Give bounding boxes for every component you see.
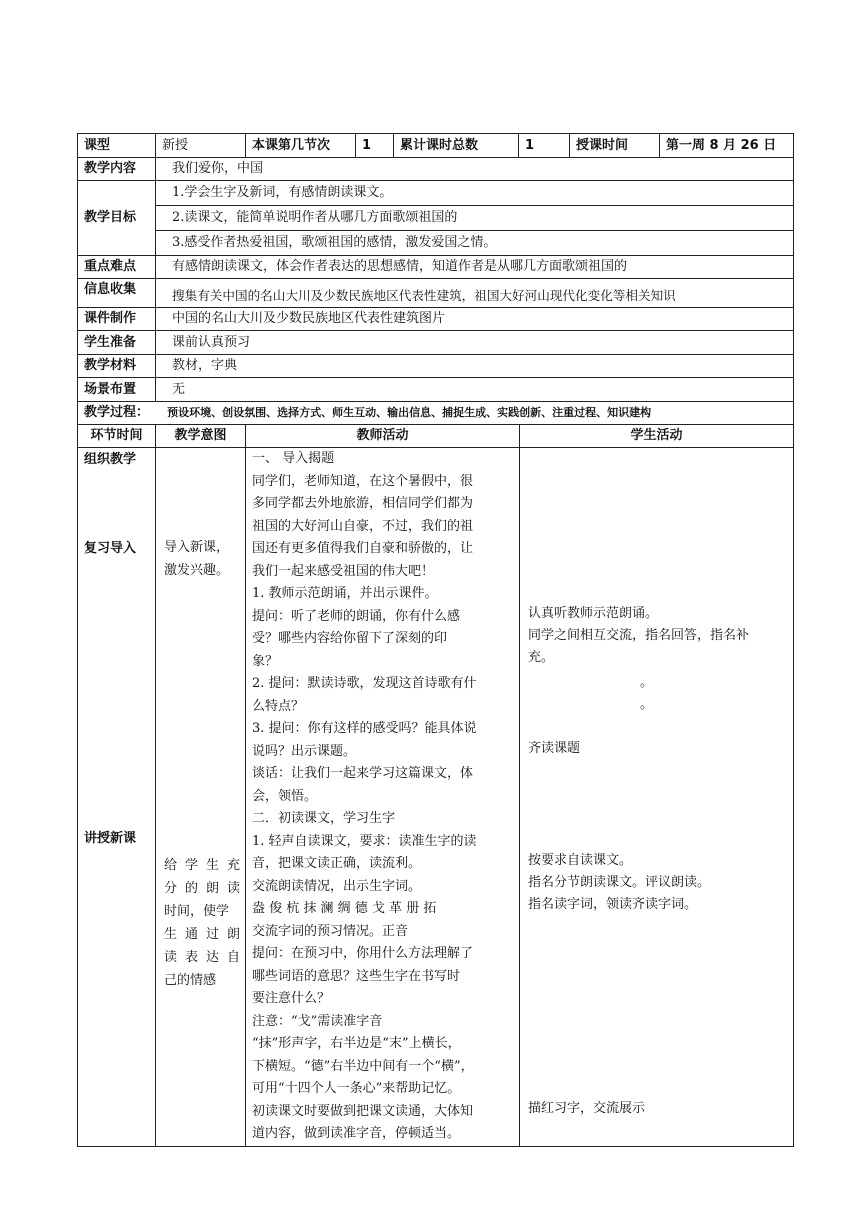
materials-value: 教材，字典 <box>156 355 794 378</box>
teacher-line: 二．初读课文，学习生字 <box>252 811 396 826</box>
type-label: 课型 <box>78 134 156 158</box>
teacher-line: 盎 俊 杭 抹 澜 绸 德 戈 革 册 拓 <box>252 901 437 916</box>
student-activity-cell <box>520 448 794 1147</box>
teacher-line: 要注意什么？ <box>252 991 331 1006</box>
col-header-stage-time: 环节时间 <box>78 425 156 448</box>
student-prep-row <box>78 331 794 355</box>
courseware-label: 课件制作 <box>78 308 156 331</box>
goal-item: 1.学会生字及新词，有感情朗读课文。 <box>156 181 793 206</box>
process-row <box>78 402 794 425</box>
lesson-plan-page <box>77 133 793 1147</box>
process-label: 教学过程： <box>84 405 150 420</box>
teacher-line: 提问：在预习中，你用什么方法理解了 <box>252 946 474 961</box>
teacher-line: 谈话：让我们一起来学习这篇课文，体 <box>252 766 474 781</box>
teacher-line: 音，把课文读正确，读流利。 <box>252 856 422 871</box>
teacher-line: 下横短。“德”右半边中间有一个“横”， <box>252 1058 474 1074</box>
scene-row <box>78 378 794 402</box>
materials-row <box>78 355 794 378</box>
lesson-no-value: 1 <box>356 134 394 158</box>
teacher-line: 受？哪些内容给你留下了深刻的印 <box>252 631 448 646</box>
teacher-line: 同学们，老师知道，在这个暑假中，很 <box>252 473 474 489</box>
scene-value: 无 <box>156 378 794 402</box>
goal-item: 2.读课文，能简单说明作者从哪几方面歌颂祖国的 <box>156 206 793 231</box>
teacher-line: 多同学都去外地旅游，相信同学们都为 <box>252 496 474 511</box>
teacher-activity-cell <box>246 448 520 1147</box>
type-value: 新授 <box>156 134 246 158</box>
teacher-line: 我们一起来感受祖国的伟大吧！ <box>252 563 435 579</box>
teacher-line: 注意：“戈”需读准字音 <box>252 1013 383 1029</box>
courseware-value: 中国的名山大川及少数民族地区代表性建筑图片 <box>156 308 794 331</box>
lesson-no-label: 本课第几节次 <box>246 134 356 158</box>
student-prep-value: 课前认真预习 <box>156 331 794 355</box>
total-label: 累计课时总数 <box>394 134 519 158</box>
teacher-line: 哪些词语的意思？这些生字在书写时 <box>252 968 461 984</box>
goal-item: 3.感受作者热爱祖国，歌颂祖国的感情，激发爱国之情。 <box>172 235 497 250</box>
key-value: 有感情朗读课文，体会作者表达的思想感情，知道作者是从哪几方面歌颂祖国的 <box>156 256 794 279</box>
teacher-line: 2. 提问：默读诗歌，发现这首诗歌有什 <box>252 676 477 691</box>
scene-label: 场景布置 <box>78 378 156 402</box>
teacher-line: 一、 导入揭题 <box>252 451 335 466</box>
goals-label: 教学目标 <box>78 181 156 256</box>
stage-review-intro: 复习导入 <box>84 541 137 556</box>
intent-intro: 导入新课， 激发兴趣。 <box>164 540 230 578</box>
time-value: 第一周 8 月 26 日 <box>660 134 794 158</box>
content-value: 我们爱你，中国 <box>156 158 794 181</box>
teacher-line: 可用“十四个人一条心”来帮助记忆。 <box>252 1081 461 1096</box>
time-label: 授课时间 <box>570 134 660 158</box>
student-block-self-read: 按要求自读课文。 指名分节朗读课文。评议朗读。 指名读字词，领读齐读字词。 <box>528 853 711 912</box>
teacher-line: 象？ <box>252 653 279 669</box>
process-value: 预设环境、创设氛围、选择方式、师生互动、输出信息、捕捉生成、实践创新、注重过程、知识建构 <box>167 406 652 419</box>
student-block-copy: 描红习字，交流展示 <box>528 1101 646 1116</box>
content-row <box>78 158 794 181</box>
header-row <box>78 134 794 158</box>
lesson-plan-table <box>77 133 794 425</box>
teacher-line: “抹”形声字，右半边是“末”上横长， <box>252 1036 461 1051</box>
intent-column <box>156 448 246 1147</box>
activity-header-row <box>78 425 794 448</box>
col-header-teacher: 教师活动 <box>246 425 520 448</box>
teacher-line: 初读课文时要做到把课文读通，大体知 <box>252 1103 474 1119</box>
teacher-line: 1. 轻声自读课文，要求：读准生字的读 <box>252 833 477 849</box>
teacher-line: 交流字词的预习情况。正音 <box>252 923 409 939</box>
goals-cell <box>156 181 794 256</box>
student-dot: 。 <box>640 675 654 690</box>
teacher-line: 交流朗读情况，出示生字词。 <box>252 878 422 894</box>
stage-new-lesson: 讲授新课 <box>84 831 137 846</box>
intent-new-lesson: 给学生充 分的朗读 时间，使学 生通过朗 读表达自 己的情感 <box>164 858 240 988</box>
key-row <box>78 256 794 279</box>
teacher-line: 道内容，做到读准字音，停顿适当。 <box>252 1126 461 1141</box>
activity-body-row <box>78 448 794 1147</box>
process-cell <box>78 402 794 425</box>
student-prep-label: 学生准备 <box>78 331 156 355</box>
stage-organize: 组织教学 <box>84 452 137 467</box>
key-label: 重点难点 <box>78 256 156 279</box>
total-value: 1 <box>519 134 570 158</box>
student-dot: 。 <box>640 697 654 712</box>
student-block-listen: 认真听教师示范朗诵。 同学之间相互交流，指名回答，指名补 充。 <box>528 606 750 665</box>
teacher-line: 1. 教师示范朗诵，并出示课件。 <box>252 586 438 601</box>
content-label: 教学内容 <box>78 158 156 181</box>
col-header-student: 学生活动 <box>520 425 794 448</box>
teacher-line: 祖国的大好河山自豪，不过，我们的祖 <box>252 518 474 534</box>
teacher-line: 说吗？出示课题。 <box>252 743 357 759</box>
teacher-line: 国还有更多值得我们自豪和骄傲的，让 <box>252 541 474 556</box>
goals-row <box>78 181 794 256</box>
info-value: 搜集有关中国的名山大川及少数民族地区代表性建筑，祖国大好河山现代化变化等相关知识 <box>156 279 794 308</box>
student-block-read-title: 齐读课题 <box>528 741 581 756</box>
teacher-activity-text <box>252 448 513 1146</box>
stage-column <box>78 448 156 1147</box>
info-label: 信息收集 <box>78 279 156 308</box>
teacher-line: 提问：听了老师的朗诵，你有什么感 <box>252 608 461 624</box>
courseware-row <box>78 308 794 331</box>
teacher-line: 么特点？ <box>252 698 305 714</box>
col-header-intent: 教学意图 <box>156 425 246 448</box>
activity-table <box>77 424 794 1147</box>
teacher-line: 会，领悟。 <box>252 788 318 804</box>
teacher-line: 3. 提问：你有这样的感受吗？能具体说 <box>252 721 477 736</box>
materials-label: 教学材料 <box>78 355 156 378</box>
info-row <box>78 279 794 308</box>
